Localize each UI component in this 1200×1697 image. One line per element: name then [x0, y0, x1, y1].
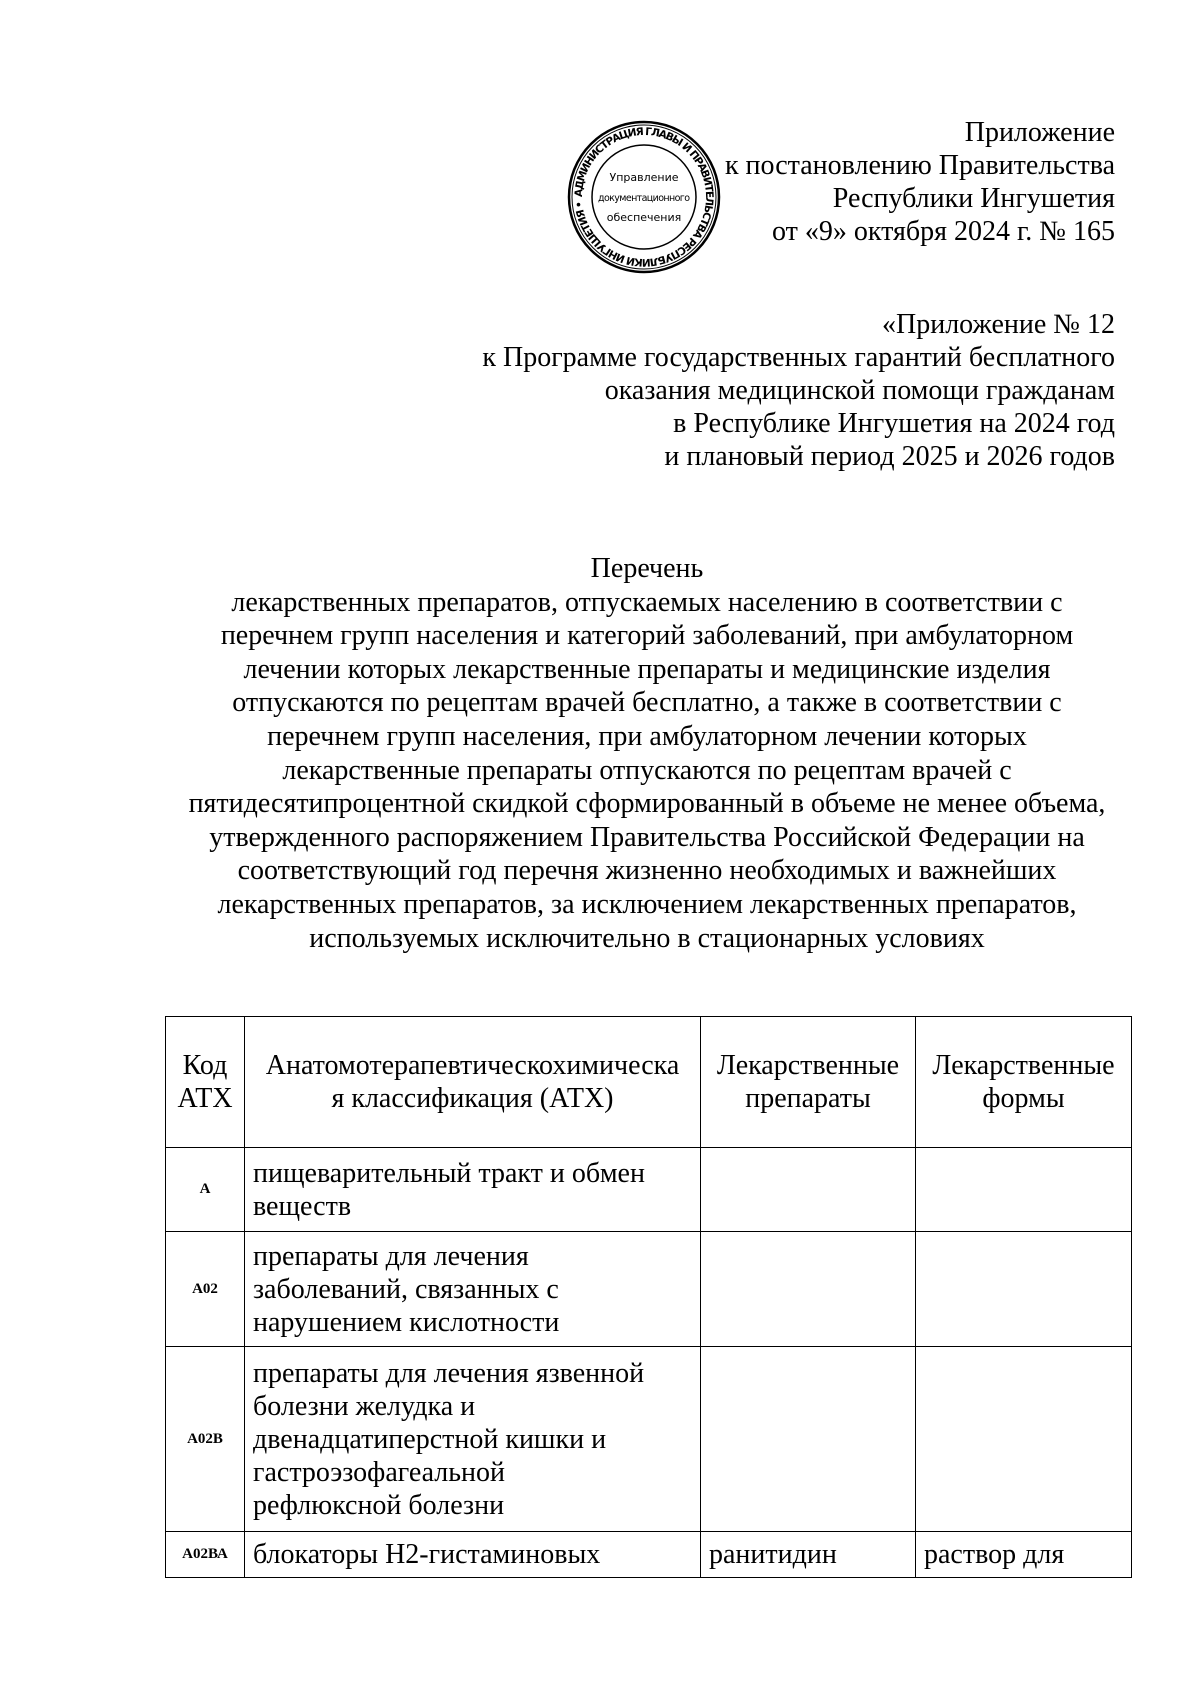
form-cell [916, 1148, 1132, 1232]
drug-cell [701, 1148, 916, 1232]
header-drugs: Лекарственные препараты [701, 1017, 916, 1148]
drug-cell [701, 1232, 916, 1347]
table-row [166, 1347, 1132, 1532]
classification-cell: препараты для лечения заболеваний, связанных с нарушением кислотности [245, 1232, 701, 1347]
appendix-reference [482, 308, 1115, 473]
atc-code-cell: А [166, 1148, 245, 1232]
title-line: отпускаются по рецептам врачей бесплатно, а также в соответствии с [232, 687, 1062, 719]
header-line: к постановлению Правительства [724, 150, 1115, 181]
stamp-inner-line: документационного [598, 193, 690, 204]
official-stamp [566, 119, 722, 275]
table-row [166, 1148, 1132, 1232]
title-line: перечнем групп населения, при амбулаторном лечении которых [267, 720, 1027, 752]
appendix-line: и плановый период 2025 и 2026 годов [664, 441, 1115, 472]
stamp-inner-line: Управление [609, 171, 679, 184]
appendix-line: в Республике Ингушетия на 2024 год [673, 408, 1115, 439]
decree-reference [725, 116, 1115, 248]
table-row [166, 1232, 1132, 1347]
title-line: лекарственных препаратов, за исключением лекарственных препаратов, [217, 888, 1077, 920]
table-row [166, 1532, 1132, 1578]
title-line: пятидесятипроцентной скидкой сформированный в объеме не менее объема, [188, 788, 1106, 820]
classification-cell: блокаторы Н2-гистаминовых [245, 1532, 701, 1578]
header-line: от «9» октября 2024 г. № 165 [771, 216, 1115, 247]
classification-cell: препараты для лечения язвенной болезни желудка и двенадцатиперстной кишки и гастроэзофагеальной рефлюксной болезни [245, 1347, 701, 1532]
form-cell [916, 1347, 1132, 1532]
form-cell [916, 1232, 1132, 1347]
stamp-outer-text: АДМИНИСТРАЦИЯ ГЛАВЫ И ПРАВИТЕЛЬСТВА РЕСПУБЛИКИ ИНГУШЕТИЯ • [572, 125, 716, 269]
title-line: лекарственные препараты отпускаются по рецептам врачей с [282, 754, 1012, 786]
appendix-line: оказания медицинской помощи гражданам [604, 375, 1115, 406]
drug-list-table [165, 1016, 1132, 1578]
header-line: Республики Ингушетия [832, 183, 1115, 214]
header-atc-classification: Анатомотерапевтическохимическа я классификация (АТХ) [245, 1017, 701, 1148]
atc-code-cell: А02 [166, 1232, 245, 1347]
atc-code-cell: А02В [166, 1347, 245, 1532]
atc-code-cell: А02ВА [166, 1532, 245, 1578]
classification-cell: пищеварительный тракт и обмен веществ [245, 1148, 701, 1232]
form-cell: раствор для [916, 1532, 1132, 1578]
header-forms: Лекарственные формы [916, 1017, 1132, 1148]
drug-cell: ранитидин [701, 1532, 916, 1578]
stamp-inner-line: обеспечения [606, 211, 682, 224]
drug-cell [701, 1347, 916, 1532]
title-line: используемых исключительно в стационарных условиях [309, 922, 985, 954]
document-title [140, 552, 1154, 955]
title-line: соответствующий год перечня жизненно необходимых и важнейших [237, 855, 1057, 887]
title-line: перечнем групп населения и категорий заболеваний, при амбулаторном [220, 620, 1074, 652]
appendix-line: «Приложение № 12 [882, 309, 1115, 340]
title-line: утвержденного распоряжением Правительства Российской Федерации на [209, 821, 1085, 853]
title-line: Перечень [590, 553, 704, 584]
header-atc-code: Код АТХ [166, 1017, 245, 1148]
appendix-line: к Программе государственных гарантий бесплатного [482, 342, 1115, 373]
title-line: лекарственных препаратов, отпускаемых населению в соответствии с [231, 586, 1063, 618]
title-line: лечении которых лекарственные препараты и медицинские изделия [243, 653, 1051, 685]
table-header-row [166, 1017, 1132, 1148]
header-line: Приложение [964, 117, 1115, 148]
